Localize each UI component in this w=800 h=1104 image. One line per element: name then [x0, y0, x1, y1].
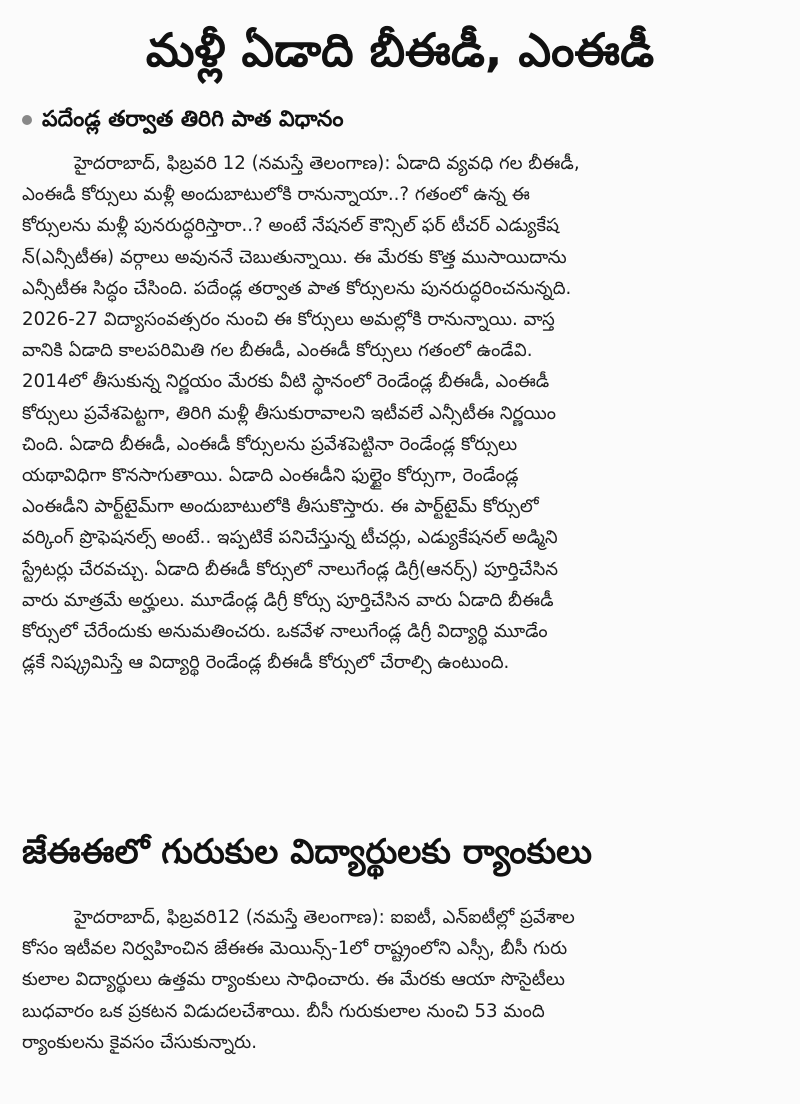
- body-line: వానికి ఏడాది కాలపరిమితి గల బీఈడీ, ఎంఈడీ కోర్సులు గతంలో ఉండేవి.: [22, 340, 533, 362]
- body-line: ఎన్సీటీఈ సిద్ధం చేసింది. పదేండ్ల తర్వాత పాత కోర్సులను పునరుద్ధరించనున్నది.: [22, 277, 572, 299]
- headline: మళ్లీ ఏడాది బీఈడీ, ఎంఈడీ: [145, 23, 655, 77]
- body-line: న్(ఎన్సీటీఈ) వర్గాలు అవుననే చెబుతున్నాయి. ఈ మేరకు కొత్త ముసాయిదాను: [22, 246, 567, 268]
- body-line: 2014లో తీసుకున్న నిర్ణయం మేరకు వీటి స్థానంలో రెండేండ్ల బీఈడీ, ఎంఈడీ: [22, 371, 550, 393]
- body-line: హైదరాబాద్, ఫిబ్రవరి12 (నమస్తే తెలంగాణ): ఐఐటీ, ఎన్ఐటీల్లో ప్రవేశాల: [74, 907, 575, 928]
- body-line: కోర్సులను మళ్లీ పునరుద్ధరిస్తారా..? అంటే నేషనల్ కౌన్సిల్ ఫర్ టీచర్ ఎడ్యుకేష: [22, 215, 559, 237]
- second-article-body: [22, 902, 782, 1058]
- body-line: బుధవారం ఒక ప్రకటన విడుదలచేశాయి. బీసీ గురుకులాల నుంచి 53 మంది: [22, 1000, 545, 1022]
- second-headline: జేఈఈలో గురుకుల విద్యార్థులకు ర్యాంకులు: [22, 832, 593, 872]
- bullet-icon: [22, 115, 32, 125]
- body-line: కోర్సులు ప్రవేశపెట్టగా, తిరిగి మళ్లీ తీసుకురావాలని ఇటీవలే ఎన్సీటీఈ నిర్ణయిం: [22, 402, 556, 424]
- body-line: వర్కింగ్ ప్రొఫెషనల్స్ అంటే.. ఇప్పటికే పనిచేస్తున్న టీచర్లు, ఎడ్యుకేషనల్ అడ్మిని: [22, 527, 558, 549]
- body-line: డ్లకే నిష్క్రమిస్తే ఆ విద్యార్థి రెండేండ్ల బీఈడీ కోర్సులో చేరాల్సి ఉంటుంది.: [22, 652, 510, 674]
- body-line: కులాల విద్యార్థులు ఉత్తమ ర్యాంకులు సాధించారు. ఈ మేరకు ఆయా సొసైటీలు: [22, 969, 565, 991]
- article-body: [22, 148, 782, 678]
- body-line: యథావిధిగా కొనసాగుతాయి. ఏడాది ఎంఈడీని ఫుల్టైం కోర్సుగా, రెండేండ్ల: [22, 465, 519, 487]
- subheadline-text: పదేండ్ల తర్వాత తిరిగి పాత విధానం: [42, 107, 344, 132]
- body-line: వారు మాత్రమే అర్హులు. మూడేండ్ల డిగ్రీ కోర్సు పూర్తిచేసిన వారు ఏడాది బీఈడీ: [22, 589, 554, 611]
- body-line: ఎంఈడీని పార్ట్‌టైమ్‌గా అందుబాటులోకి తీసుకొస్తారు. ఈ పార్ట్‌టైమ్ కోర్సులో: [22, 496, 539, 518]
- body-line: స్ట్రేటర్లు చేరవచ్చు. ఏడాది బీఈడీ కోర్సులో నాలుగేండ్ల డిగ్రీ(ఆనర్స్) పూర్తిచేసిన: [22, 558, 558, 580]
- body-line: కోర్సులో చేరేందుకు అనుమతించరు. ఒకవేళ నాలుగేండ్ల డిగ్రీ విద్యార్థి మూడేం: [22, 621, 548, 643]
- body-line: ఎంఈడీ కోర్సులు మళ్లీ అందుబాటులోకి రానున్నాయా..? గతంలో ఉన్న ఈ: [22, 184, 530, 206]
- body-line: హైదరాబాద్, ఫిబ్రవరి 12 (నమస్తే తెలంగాణ): ఏడాది వ్యవధి గల బీఈడీ,: [74, 153, 580, 174]
- body-line: చింది. ఏడాది బీఈడీ, ఎంఈడీ కోర్సులను ప్రవేశపెట్టినా రెండేండ్ల కోర్సులు: [22, 433, 518, 455]
- body-line: 2026-27 విద్యాసంవత్సరం నుంచి ఈ కోర్సులు అమల్లోకి రానున్నాయి. వాస్త: [22, 309, 555, 331]
- body-line: కోసం ఇటీవల నిర్వహించిన జేఈఈ మెయిన్స్-1లో రాష్ట్రంలోని ఎస్సీ, బీసీ గురు: [22, 938, 568, 960]
- body-line: ర్యాంకులను కైవసం చేసుకున్నారు.: [22, 1031, 257, 1053]
- subheadline: [22, 103, 343, 137]
